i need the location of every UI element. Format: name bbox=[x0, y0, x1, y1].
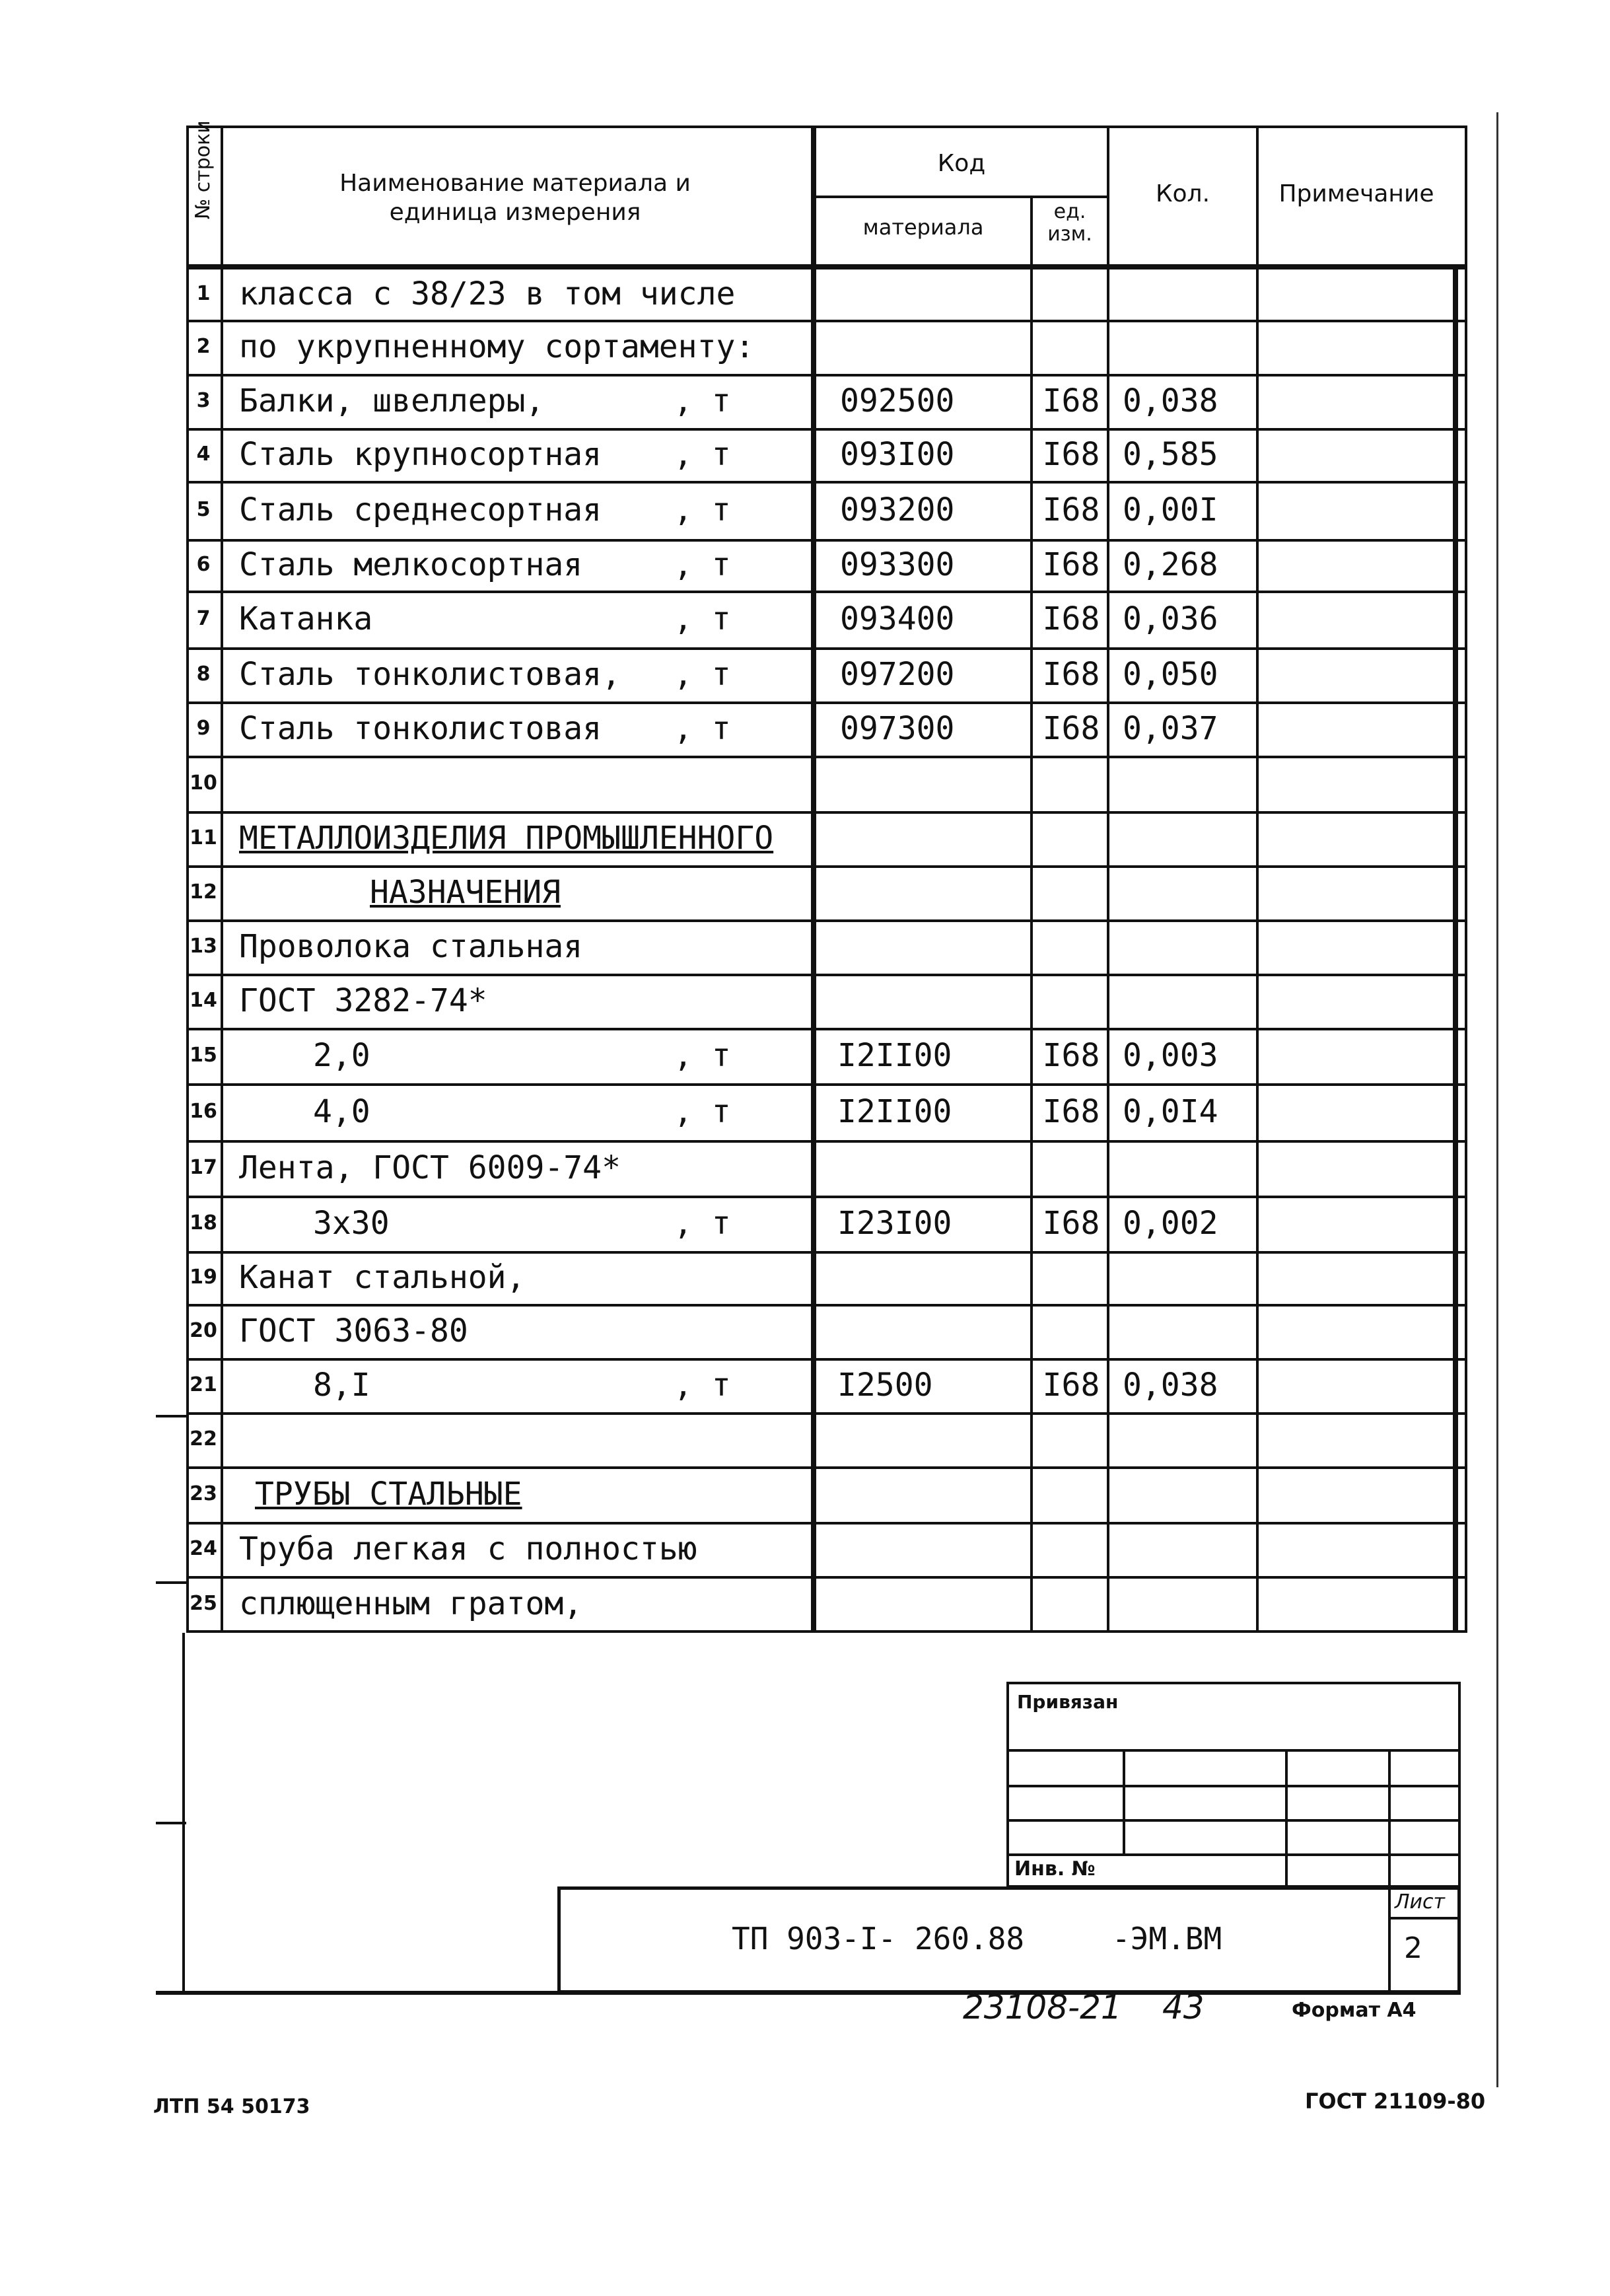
cell-unit: , т bbox=[674, 1367, 731, 1404]
row-number: 3 bbox=[196, 389, 211, 412]
handwritten-number: 23108-21 bbox=[963, 1988, 1122, 2027]
qty-header: Кол. bbox=[1155, 180, 1210, 207]
cell-qty: 0,036 bbox=[1123, 600, 1218, 637]
right-outer-frame bbox=[1496, 112, 1498, 2087]
cell-name: Балки, швеллеры, bbox=[239, 382, 545, 419]
col-line-name bbox=[811, 126, 816, 1633]
row-number: 17 bbox=[190, 1156, 217, 1179]
cell-name: МЕТАЛЛОИЗДЕЛИЯ ПРОМЫШЛЕННОГО bbox=[239, 820, 774, 857]
cell-name: ТРУБЫ СТАЛЬНЫЕ bbox=[255, 1476, 522, 1513]
sheet-label-divider bbox=[1388, 1917, 1461, 1919]
row-number: 20 bbox=[190, 1319, 217, 1342]
row-number: 8 bbox=[196, 663, 211, 686]
row-number: 19 bbox=[190, 1266, 217, 1289]
row-number: 1 bbox=[196, 282, 211, 305]
cell-name: Сталь тонколистовая, bbox=[239, 656, 621, 693]
cell-unit: , т bbox=[674, 491, 731, 528]
cell-name: Труба легкая с полностью bbox=[239, 1530, 697, 1567]
stamp-line-1 bbox=[1006, 1749, 1461, 1752]
col-line-right-thick bbox=[1453, 264, 1458, 1633]
row-number: 6 bbox=[196, 553, 211, 576]
cell-name: Канат стальной, bbox=[239, 1259, 526, 1296]
left-tick-2 bbox=[156, 1581, 186, 1584]
row-number: 4 bbox=[196, 443, 211, 466]
cell-qty: 0,002 bbox=[1123, 1205, 1218, 1242]
row-number: 10 bbox=[190, 771, 217, 795]
sheet-label: Лист bbox=[1395, 1890, 1446, 1914]
row-divider bbox=[186, 1522, 1467, 1525]
cell-qty: 0,050 bbox=[1123, 656, 1218, 693]
row-divider bbox=[186, 481, 1467, 484]
cell-ed: I68 bbox=[1042, 710, 1100, 747]
bottom-frame-line bbox=[156, 1991, 1461, 1995]
cell-name: Сталь тонколистовая bbox=[239, 710, 602, 747]
row-number: 18 bbox=[190, 1211, 217, 1235]
cell-unit: , т bbox=[674, 546, 731, 583]
row-divider bbox=[186, 1140, 1467, 1143]
left-tick-3 bbox=[156, 1822, 186, 1824]
cell-code: I2500 bbox=[837, 1367, 933, 1404]
stamp-line-2 bbox=[1006, 1785, 1461, 1787]
row-number: 22 bbox=[190, 1427, 217, 1451]
stamp-vline-1 bbox=[1123, 1749, 1125, 1855]
row-divider bbox=[186, 1083, 1467, 1086]
cell-qty: 0,00I bbox=[1123, 491, 1218, 528]
row-divider bbox=[186, 1576, 1467, 1579]
sheet-divider bbox=[1388, 1886, 1391, 1993]
cell-unit: , т bbox=[674, 382, 731, 419]
cell-unit: , т bbox=[674, 656, 731, 693]
code-material-header: материала bbox=[862, 215, 984, 240]
left-code: ЛТП 54 50173 bbox=[153, 2095, 310, 2118]
cell-code: I23I00 bbox=[837, 1205, 952, 1242]
privyazan-label: Привязан bbox=[1017, 1691, 1119, 1713]
row-divider bbox=[186, 1412, 1467, 1415]
unit-header-line2: изм. bbox=[1047, 223, 1092, 246]
gost-reference: ГОСТ 21109-80 bbox=[1305, 2089, 1486, 2114]
row-divider bbox=[186, 701, 1467, 704]
row-number: 9 bbox=[196, 717, 211, 740]
cell-name: ГОСТ 3063-80 bbox=[239, 1312, 468, 1349]
row-divider bbox=[186, 919, 1467, 922]
cell-ed: I68 bbox=[1042, 1205, 1100, 1242]
code-group-divider bbox=[811, 196, 1109, 198]
cell-name: НАЗНАЧЕНИЯ bbox=[370, 874, 561, 911]
name-column-header bbox=[225, 169, 806, 227]
row-divider bbox=[186, 539, 1467, 542]
cell-ed: I68 bbox=[1042, 600, 1100, 637]
cell-ed: I68 bbox=[1042, 436, 1100, 473]
cell-unit: , т bbox=[674, 600, 731, 637]
cell-unit: , т bbox=[674, 1037, 731, 1074]
left-tick-1 bbox=[156, 1415, 186, 1417]
row-divider bbox=[186, 1028, 1467, 1030]
cell-qty: 0,268 bbox=[1123, 546, 1218, 583]
row-number: 12 bbox=[190, 880, 217, 904]
row-divider bbox=[186, 974, 1467, 976]
name-header-line2: единица измерения bbox=[389, 199, 641, 226]
cell-name: 8,I bbox=[313, 1367, 370, 1404]
row-number: 23 bbox=[190, 1482, 217, 1505]
row-divider bbox=[186, 647, 1467, 650]
row-number: 14 bbox=[190, 989, 217, 1012]
cell-qty: 0,038 bbox=[1123, 382, 1218, 419]
cell-name: ГОСТ 3282-74* bbox=[239, 982, 487, 1019]
format-label: Формат А4 bbox=[1292, 1999, 1417, 2022]
cell-code: 097300 bbox=[840, 710, 955, 747]
row-number: 21 bbox=[190, 1373, 217, 1396]
cell-name: Сталь крупносортная bbox=[239, 436, 602, 473]
cell-ed: I68 bbox=[1042, 1367, 1100, 1404]
doc-suffix: -ЭМ.ВМ bbox=[1112, 1921, 1222, 1956]
col-line-rownum bbox=[221, 126, 223, 1633]
unit-header-line1: ед. bbox=[1053, 200, 1086, 223]
note-header: Примечание bbox=[1278, 180, 1434, 207]
row-number: 5 bbox=[196, 498, 211, 521]
cell-name: 4,0 bbox=[313, 1093, 370, 1130]
cell-unit: , т bbox=[674, 710, 731, 747]
cell-ed: I68 bbox=[1042, 1093, 1100, 1130]
row-divider bbox=[186, 1358, 1467, 1361]
left-binding-line bbox=[182, 1633, 185, 1995]
stamp-line-4 bbox=[1006, 1853, 1461, 1856]
cell-name: по укрупненному сортаменту: bbox=[239, 328, 755, 365]
cell-ed: I68 bbox=[1042, 382, 1100, 419]
row-divider bbox=[186, 811, 1467, 814]
cell-name: 2,0 bbox=[313, 1037, 370, 1074]
cell-ed: I68 bbox=[1042, 546, 1100, 583]
row-number: 7 bbox=[196, 607, 211, 630]
row-number: 2 bbox=[196, 335, 211, 358]
row-divider bbox=[186, 591, 1467, 593]
cell-code: 097200 bbox=[840, 656, 955, 693]
cell-qty: 0,585 bbox=[1123, 436, 1218, 473]
row-number: 24 bbox=[190, 1537, 217, 1560]
row-number: 16 bbox=[190, 1100, 217, 1123]
row-divider bbox=[186, 1251, 1467, 1254]
cell-name: сплющенным гратом, bbox=[239, 1585, 583, 1622]
doc-code: ТП 903-I- 260.88 bbox=[732, 1921, 1025, 1956]
stamp-vline-2 bbox=[1285, 1749, 1288, 1888]
row-number: 13 bbox=[190, 935, 217, 958]
cell-name: 3х30 bbox=[313, 1205, 390, 1242]
cell-code: 093200 bbox=[840, 491, 955, 528]
row-number-header: № строки bbox=[192, 120, 215, 219]
cell-name: Сталь среднесортная bbox=[239, 491, 602, 528]
sheet-number: 2 bbox=[1404, 1931, 1422, 1965]
cell-code: 093300 bbox=[840, 546, 955, 583]
cell-qty: 0,038 bbox=[1123, 1367, 1218, 1404]
row-divider bbox=[186, 756, 1467, 758]
handwritten-page: 43 bbox=[1162, 1988, 1205, 2027]
row-divider bbox=[186, 1466, 1467, 1469]
code-group-header: Код bbox=[937, 150, 986, 177]
row-divider bbox=[186, 1196, 1467, 1198]
stamp-line-3 bbox=[1006, 1819, 1461, 1822]
cell-ed: I68 bbox=[1042, 491, 1100, 528]
cell-qty: 0,0I4 bbox=[1123, 1093, 1218, 1130]
cell-code: I2II00 bbox=[837, 1037, 952, 1074]
cell-name: Лента, ГОСТ 6009-74* bbox=[239, 1149, 621, 1186]
col-line-qty bbox=[1256, 126, 1259, 1633]
row-divider bbox=[186, 374, 1467, 377]
cell-ed: I68 bbox=[1042, 1037, 1100, 1074]
cell-unit: , т bbox=[674, 1093, 731, 1130]
cell-code: I2II00 bbox=[837, 1093, 952, 1130]
row-divider bbox=[186, 320, 1467, 322]
row-number: 25 bbox=[190, 1592, 217, 1615]
cell-code: 092500 bbox=[840, 382, 955, 419]
inv-no-label: Инв. № bbox=[1014, 1857, 1096, 1881]
cell-unit: , т bbox=[674, 436, 731, 473]
cell-name: класса с 38/23 в том числе bbox=[239, 275, 736, 312]
header-divider bbox=[186, 264, 1467, 269]
code-unit-header bbox=[1033, 201, 1107, 246]
name-header-line1: Наименование материала и bbox=[339, 170, 691, 197]
cell-ed: I68 bbox=[1042, 656, 1100, 693]
cell-code: 093400 bbox=[840, 600, 955, 637]
row-number: 11 bbox=[190, 826, 217, 849]
cell-name: Сталь мелкосортная bbox=[239, 546, 583, 583]
row-divider bbox=[186, 428, 1467, 431]
cell-unit: , т bbox=[674, 1205, 731, 1242]
col-line-ed bbox=[1107, 126, 1109, 1633]
row-divider bbox=[186, 1304, 1467, 1307]
cell-qty: 0,003 bbox=[1123, 1037, 1218, 1074]
cell-name: Проволока стальная bbox=[239, 928, 583, 965]
cell-code: 093I00 bbox=[840, 436, 955, 473]
row-divider bbox=[186, 865, 1467, 868]
cell-name: Катанка bbox=[239, 600, 373, 637]
stamp-vline-3 bbox=[1388, 1749, 1391, 1888]
cell-qty: 0,037 bbox=[1123, 710, 1218, 747]
row-number: 15 bbox=[190, 1044, 217, 1067]
